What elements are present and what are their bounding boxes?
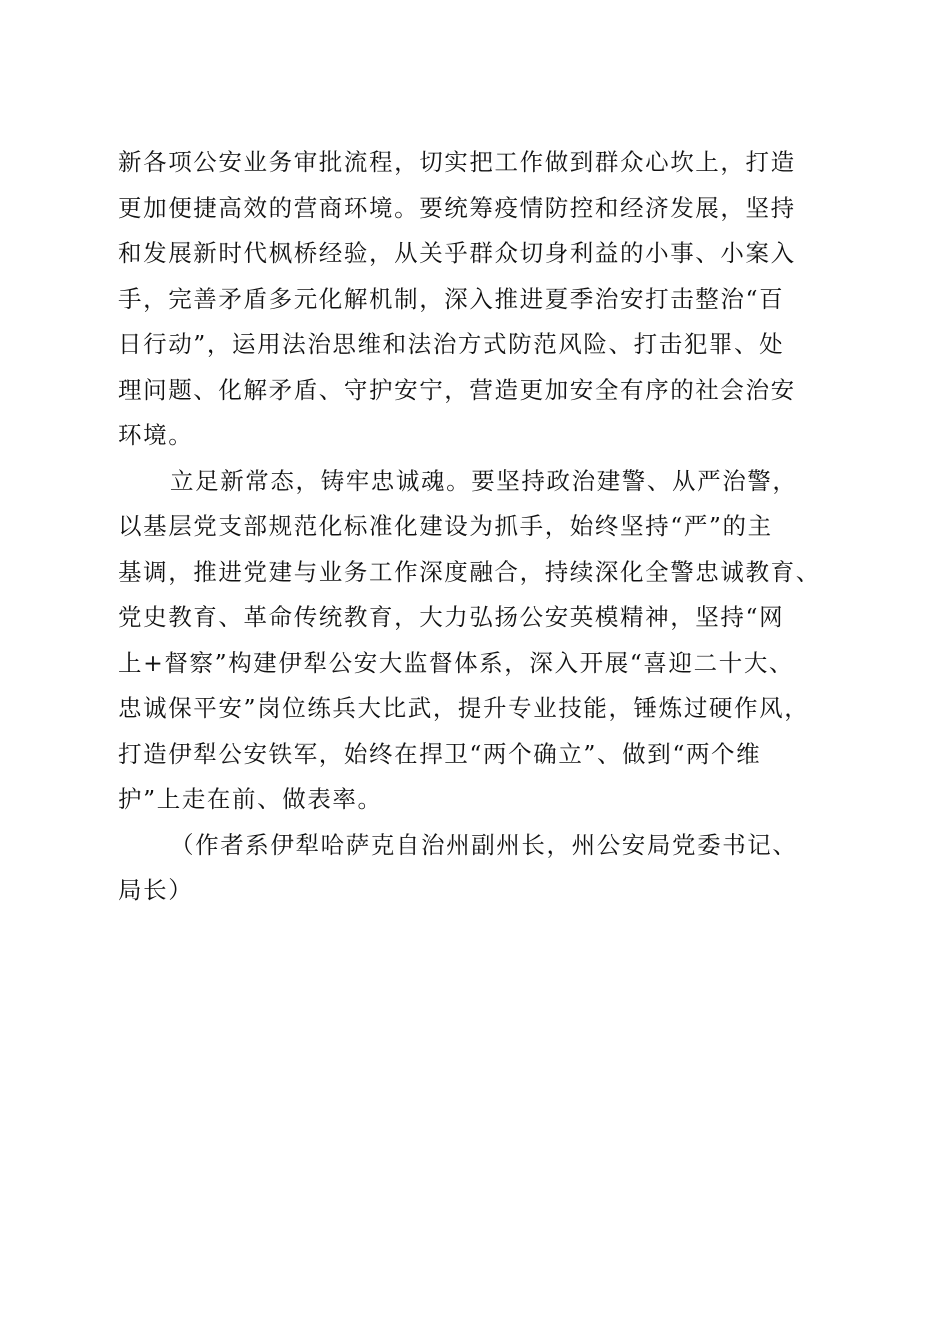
author-note-line: （作者系伊犁哈萨克自治州副州长，州公安局党委书记、 bbox=[170, 830, 798, 859]
text-line: 环境。 bbox=[118, 421, 194, 449]
text-line: 上+督察”构建伊犁公安大监督体系，深入开展“喜迎二十大、 bbox=[118, 648, 795, 677]
text-line: 新各项公安业务审批流程，切实把工作做到群众心坎上，打造 bbox=[118, 148, 796, 176]
author-note-line: 局长） bbox=[118, 876, 194, 904]
text-line: 更加便捷高效的营商环境。要统筹疫情防控和经济发展，坚持 bbox=[118, 193, 796, 222]
text-line: 和发展新时代枫桥经验，从关乎群众切身利益的小事、小案入 bbox=[118, 239, 796, 267]
text-line: 护”上走在前、做表率。 bbox=[118, 785, 383, 813]
body-text bbox=[118, 140, 848, 914]
text-line: 理问题、化解矛盾、守护安宁，营造更加安全有序的社会治安 bbox=[118, 375, 796, 404]
text-line: 打造伊犁公安铁军，始终在捍卫“两个确立”、做到“两个维 bbox=[118, 739, 762, 768]
text-line: 基调，推进党建与业务工作深度融合，持续深化全警忠诚教育、 bbox=[118, 557, 821, 586]
text-line: 以基层党支部规范化标准化建设为抓手，始终坚持“严”的主 bbox=[118, 512, 773, 540]
paragraph-start-line: 立足新常态，铸牢忠诚魂。要坚持政治建警、从严治警， bbox=[170, 466, 798, 495]
text-line: 忠诚保平安”岗位练兵大比武，提升专业技能，锤炼过硬作风， bbox=[118, 694, 810, 722]
text-line: 日行动”，运用法治思维和法治方式防范风险、打击犯罪、处 bbox=[118, 330, 785, 358]
text-line: 党史教育、革命传统教育，大力弘扬公安英模精神，坚持“网 bbox=[118, 603, 785, 631]
text-line: 手，完善矛盾多元化解机制，深入推进夏季治安打击整治“百 bbox=[118, 284, 785, 313]
